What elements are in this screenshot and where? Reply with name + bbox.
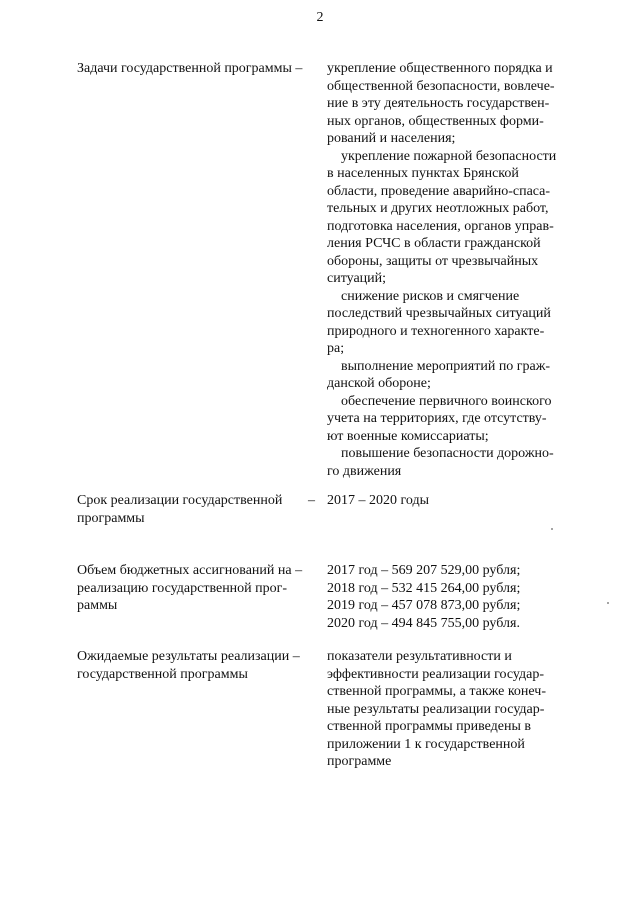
value-line: ют военные комиссариаты; xyxy=(327,428,489,444)
value-line: программе xyxy=(327,754,392,769)
label-line: раммы xyxy=(77,598,118,613)
value-line: снижение рисков и смягчение xyxy=(341,288,520,304)
value-line: обеспечение первичного воинского xyxy=(341,393,552,409)
value-line: ние в эту деятельность государствен- xyxy=(327,96,550,111)
row-value xyxy=(327,492,577,510)
page-number: 2 xyxy=(316,10,324,25)
row-label xyxy=(77,492,323,527)
value-line: ственной программы приведены в xyxy=(327,719,532,734)
value-line: ные результаты реализации государ- xyxy=(327,701,545,717)
row-value xyxy=(327,60,577,480)
value-line: го движения xyxy=(327,463,402,479)
value-line: приложении 1 к государственной xyxy=(327,736,525,752)
value-line: 2018 год – 532 415 264,00 рубля; xyxy=(327,580,521,596)
value-line: 2019 год – 457 078 873,00 рубля; xyxy=(327,598,521,613)
value-line: подготовка населения, органов управ- xyxy=(327,218,554,234)
value-line: 2017 год – 569 207 529,00 рубля; xyxy=(327,563,521,578)
value-line: эффективности реализации государ- xyxy=(327,666,545,682)
value-line: 2020 год – 494 845 755,00 рубля. xyxy=(327,615,520,631)
value-line: ситуаций; xyxy=(327,271,387,286)
value-line: выполнение мероприятий по граж- xyxy=(341,358,551,374)
label-line: реализацию государственной прог- xyxy=(77,580,288,596)
label-line: Задачи государственной программы – xyxy=(77,61,303,76)
label-line: государственной программы xyxy=(77,666,248,682)
row-label xyxy=(77,60,323,78)
value-line: укрепление общественного порядка и xyxy=(327,61,553,76)
value-line: ственной программы, а также конеч- xyxy=(327,684,546,699)
row-label xyxy=(77,562,323,615)
value-line: показатели результативности и xyxy=(327,649,512,664)
value-line: ра; xyxy=(327,341,345,356)
value-line: повышение безопасности дорожно- xyxy=(341,446,554,461)
value-line: укрепление пожарной безопасности xyxy=(341,148,557,164)
value-line: рований и населения; xyxy=(327,131,456,146)
value-line: 2017 – 2020 годы xyxy=(327,493,430,508)
value-line: в населенных пунктах Брянской xyxy=(327,166,519,181)
label-line: программы xyxy=(77,510,145,526)
label-line: Срок реализации государственной xyxy=(77,493,283,508)
scan-speck xyxy=(607,602,609,604)
value-line: обороны, защиты от чрезвычайных xyxy=(327,253,539,269)
value-line: последствий чрезвычайных ситуаций xyxy=(327,306,551,321)
value-line: ления РСЧС в области гражданской xyxy=(327,236,541,251)
scan-speck xyxy=(551,528,553,530)
row-label xyxy=(77,648,323,683)
value-line: ных органов, общественных форми- xyxy=(327,113,544,129)
row-value xyxy=(327,648,577,771)
row-dash: – xyxy=(308,493,315,508)
value-line: природного и техногенного характе- xyxy=(327,323,545,339)
label-line: Ожидаемые результаты реализации – xyxy=(77,649,300,664)
value-line: общественной безопасности, вовлече- xyxy=(327,78,555,94)
value-line: тельных и других неотложных работ, xyxy=(327,201,549,216)
value-line: области, проведение аварийно-спаса- xyxy=(327,183,551,199)
value-line: учета на территориях, где отсутству- xyxy=(327,411,547,426)
value-line: данской обороне; xyxy=(327,376,431,391)
row-value xyxy=(327,562,577,632)
label-line: Объем бюджетных ассигнований на – xyxy=(77,563,303,578)
